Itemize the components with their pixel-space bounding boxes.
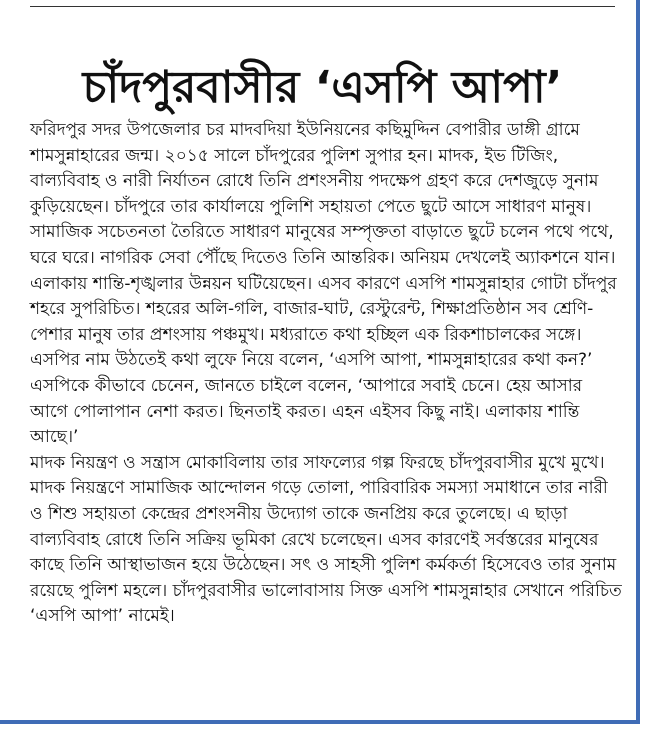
article-body — [30, 118, 625, 630]
article-paragraph-1: ফরিদপুর সদর উপজেলার চর মাদবদিয়া ইউনিয়নের কছিমুদ্দিন বেপারীর ডাঙ্গী গ্রামে শামসুন্নাহারের জন্ম। ২০১৫ সালে চাঁদপুরের পুলিশ সুপার হন। মাদক, ইভ টিজিং, বাল্যবিবাহ ও নারী নির্যাতন রোধে তিনি প্রশংসনীয় পদক্ষেপ গ্রহণ করে দেশজুড়ে সুনাম কুড়িয়েছেন। চাঁদপুরে তার কার্যালয়ে পুলিশি সহায়তা পেতে ছুটে আসে সাধারণ মানুষ। সামাজিক সচেতনতা তৈরিতে সাধারণ মানুষের সম্পৃক্ততা বাড়াতে ছুটে চলেন পথে পথে, ঘরে ঘরে। নাগরিক সেবা পৌঁছে দিতেও তিনি আন্তরিক। অনিয়ম দেখলেই অ্যাকশনে যান। এলাকায় শান্তি-শৃঙ্খলার উন্নয়ন ঘটিয়েছেন। এসব কারণে এসপি শামসুন্নাহার গোটা চাঁদপুর শহরে সুপরিচিত। শহরের অলি-গলি, বাজার-ঘাট, রেস্টুরেন্ট, শিক্ষাপ্রতিষ্ঠান সব শ্রেণি-পেশার মানুষ তার প্রশংসায় পঞ্চমুখ। মধ্যরাতে কথা হচ্ছিল এক রিকশাচালকের সঙ্গে। এসপির নাম উঠতেই কথা লুফে নিয়ে বলেন, ‘এসপি আপা, শামসুন্নাহারের কথা কন?’ এসপিকে কীভাবে চেনেন, জানতে চাইলে বলেন, ‘আপারে সবাই চেনে। হেয় আসার আগে পোলাপান নেশা করত। ছিনতাই করত। এহন এইসব কিছু নাই। এলাকায় শান্তি আছে।’ — [30, 120, 617, 448]
top-rule — [30, 6, 615, 7]
article-headline: চাঁদপুরবাসীর ‘এসপি আপা’ — [82, 62, 563, 114]
article-paragraph-2: মাদক নিয়ন্ত্রণ ও সন্ত্রাস মোকাবিলায় তার সাফল্যের গল্প ফিরছে চাঁদপুরবাসীর মুখে মুখে। মাদক নিয়ন্ত্রণে সামাজিক আন্দোলন গড়ে তোলা, পারিবারিক সমস্যা সমাধানে তার নারী ও শিশু সহায়তা কেন্দ্রের প্রশংসনীয় উদ্যোগ তাকে জনপ্রিয় করে তুলেছে। এ ছাড়া বাল্যবিবাহ রোধে তিনি সক্রিয় ভূমিকা রেখে চলেছেন। এসব কারণেই সর্বস্তরের মানুষের কাছে তিনি আস্থাভাজন হয়ে উঠেছেন। সৎ ও সাহসী পুলিশ কর্মকর্তা হিসেবেও তার সুনাম রয়েছে পুলিশ মহলে। চাঁদপুরবাসীর ভালোবাসায় সিক্ত এসপি শামসুন্নাহার সেখানে পরিচিত ‘এসপি আপা’ নামেই। — [30, 452, 622, 627]
frame-border-bottom — [0, 720, 640, 724]
frame-border-right — [636, 0, 640, 724]
